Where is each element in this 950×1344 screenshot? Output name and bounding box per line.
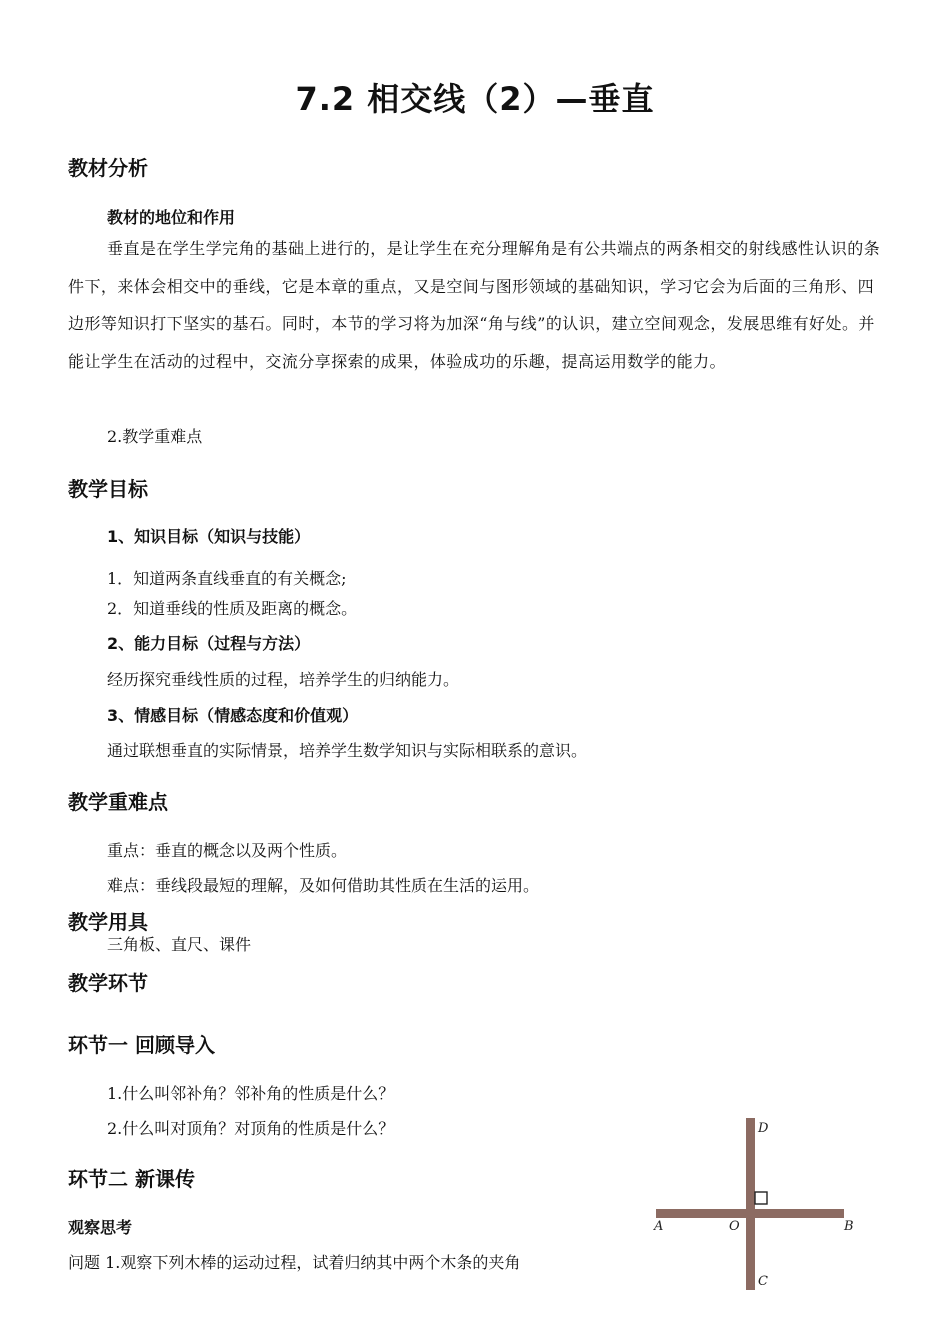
ability-goal-text: 经历探究垂线性质的过程，培养学生的归纳能力。 xyxy=(107,670,460,689)
analysis-item-2: 2.教学重难点 xyxy=(107,427,203,446)
emotion-goal-text: 通过联想垂直的实际情景，培养学生数学知识与实际相联系的意识。 xyxy=(107,741,588,760)
horizontal-stick xyxy=(656,1209,844,1218)
label-b: B xyxy=(844,1219,854,1234)
step2-heading: 环节二 新课传 xyxy=(68,1167,195,1191)
right-angle-mark xyxy=(755,1192,767,1204)
label-o: O xyxy=(729,1219,740,1234)
label-a: A xyxy=(654,1219,664,1234)
page-title: 7.2 相交线（2）—垂直 xyxy=(295,80,655,118)
vertical-stick xyxy=(746,1118,755,1290)
knowledge-goal-item: 1．知道两条直线垂直的有关概念; xyxy=(107,569,347,588)
sub-heading-role: 教材的地位和作用 xyxy=(107,208,236,227)
label-c: C xyxy=(758,1274,768,1289)
knowledge-goal-heading: 1、知识目标（知识与技能） xyxy=(107,527,311,546)
tools-text: 三角板、直尺、课件 xyxy=(107,935,252,954)
perpendicular-sticks-diagram xyxy=(648,1112,868,1294)
section-heading-analysis: 教材分析 xyxy=(68,156,148,180)
difficulty-text: 难点：垂线段最短的理解，及如何借助其性质在生活的运用。 xyxy=(107,876,540,895)
section-heading-process: 教学环节 xyxy=(68,971,148,995)
key-point-text: 重点：垂直的概念以及两个性质。 xyxy=(107,841,348,860)
section-heading-tools: 教学用具 xyxy=(68,910,148,934)
question-1-text: 问题 1.观察下列木棒的运动过程，试着归纳其中两个木条的夹角 xyxy=(68,1253,521,1272)
label-d: D xyxy=(758,1121,769,1136)
observe-heading: 观察思考 xyxy=(68,1218,133,1237)
section-heading-key-points: 教学重难点 xyxy=(68,790,168,814)
review-question: 2.什么叫对顶角？对顶角的性质是什么？ xyxy=(107,1119,395,1138)
step1-heading: 环节一 回顾导入 xyxy=(68,1033,215,1057)
emotion-goal-heading: 3、情感目标（情感态度和价值观） xyxy=(107,706,359,725)
ability-goal-heading: 2、能力目标（过程与方法） xyxy=(107,634,311,653)
knowledge-goal-item: 2．知道垂线的性质及距离的概念。 xyxy=(107,599,358,618)
analysis-paragraph: 垂直是在学生学完角的基础上进行的，是让学生在充分理解角是有公共端点的两条相交的射线感性认识的条件下，来体会相交中的垂线，它是本章的重点，又是空间与图形领域的基础知识，学习它会为后面的三角形、四边形等知识打下坚实的基石。同时，本节的学习将为加深“角与线”的认识，建立空间观念，发展思维有好处。并能让学生在活动的过程中，交流分享探索的成果，体验成功的乐趣，提高运用数学的能力。 xyxy=(68,239,881,371)
section-heading-goals: 教学目标 xyxy=(68,477,148,501)
review-question: 1.什么叫邻补角？邻补角的性质是什么？ xyxy=(107,1084,395,1103)
